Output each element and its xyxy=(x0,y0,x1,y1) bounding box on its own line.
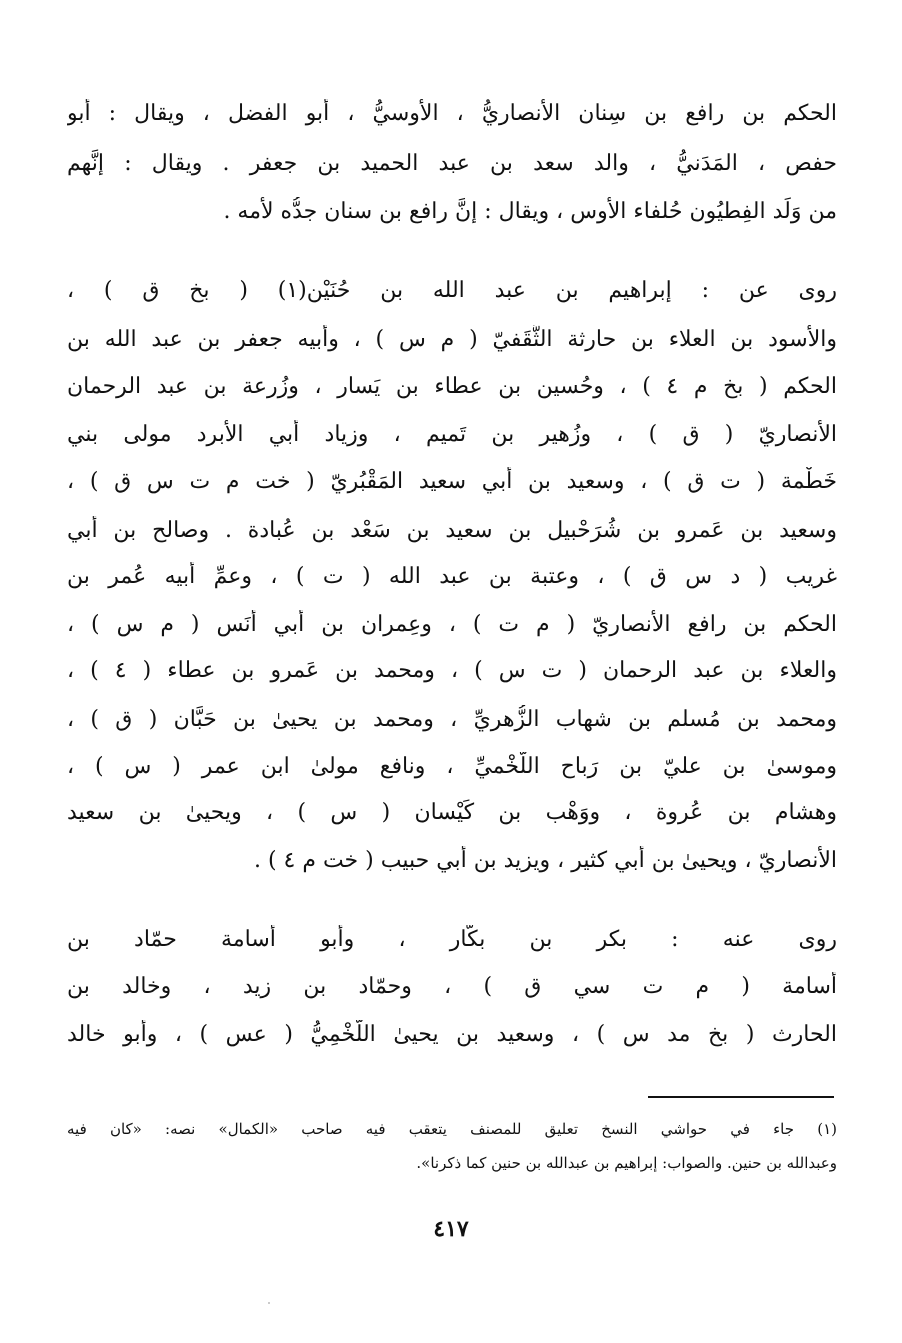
paragraph-2-line-9: والعلاء بن عبد الرحمان ( ت س ) ، ومحمد بن عَمرو بن عطاء ( ٤ ) ، xyxy=(67,658,837,683)
paragraph-2-line-4: الأنصاريّ ( ق ) ، وزُهير بن تَميم ، وزياد أبي الأبرد مولى بني xyxy=(67,422,837,447)
footnote-divider xyxy=(648,1096,834,1098)
paragraph-2-line-2: والأسود بن العلاء بن حارثة الثَّقَفيّ ( م س ) ، وأبيه جعفر بن عبد الله بن xyxy=(67,327,837,352)
paragraph-3-line-3: الحارث ( بخ مد س ) ، وسعيد بن يحيىٰ اللَّخْمِيُّ ( عس ) ، وأبو خالد xyxy=(67,1022,837,1047)
paragraph-1-line-3: من وَلَد الفِطيُون حُلفاء الأوس ، ويقال : إنَّ رافع بن سنان جدُّه لأمه . xyxy=(223,199,837,224)
paragraph-2-line-5: خَطْمة ( ت ق ) ، وسعيد بن أبي سعيد المَقْبُريّ ( خت م ت س ق ) ، xyxy=(67,469,837,494)
paragraph-2-line-11: وموسىٰ بن عليّ بن رَباح اللَّخْميِّ ، ونافع مولىٰ ابن عمر ( س ) ، xyxy=(67,754,837,779)
page-number: ٤١٧ xyxy=(433,1216,469,1242)
footnote-line-1: (١) جاء في حواشي النسخ تعليق للمصنف يتعقب فيه صاحب «الكمال» نصه: «كان فيه xyxy=(67,1120,837,1138)
paragraph-1-line-1: الحكم بن رافع بن سِنان الأنصاريُّ ، الأوسيُّ ، أبو الفضل ، ويقال : أبو xyxy=(67,101,837,126)
paragraph-2-line-10: ومحمد بن مُسلم بن شهاب الزُّهريِّ ، ومحمد بن يحيىٰ بن حَبَّان ( ق ) ، xyxy=(67,707,837,732)
paragraph-2-line-7: غريب ( د س ق ) ، وعتبة بن عبد الله ( ت ) ، وعمِّ أبيه عُمر بن xyxy=(67,564,837,589)
scan-speck xyxy=(268,1302,270,1304)
paragraph-2-line-12: وهشام بن عُروة ، ووَهْب بن كَيْسان ( س ) ، ويحيىٰ بن سعيد xyxy=(67,800,837,825)
paragraph-2-line-1: روى عن : إبراهيم بن عبد الله بن حُنَيْن(١) ( بخ ق ) ، xyxy=(67,278,837,303)
footnote-line-2: وعبدالله بن حنين. والصواب: إبراهيم بن عبدالله بن حنين كما ذكرنا». xyxy=(416,1154,837,1172)
paragraph-3-line-1: روى عنه : بكر بن بكّار ، وأبو أسامة حمّاد بن xyxy=(67,927,837,952)
paragraph-3-line-2: أسامة ( م ت سي ق ) ، وحمّاد بن زيد ، وخالد بن xyxy=(67,974,837,999)
paragraph-2-line-8: الحكم بن رافع الأنصاريّ ( م ت ) ، وعِمران بن أبي أَنَس ( م س ) ، xyxy=(67,612,837,637)
paragraph-1-line-2: حفص ، المَدَنيُّ ، والد سعد بن عبد الحميد بن جعفر . ويقال : إنَّهم xyxy=(67,151,837,176)
paragraph-2-line-3: الحكم ( بخ م ٤ ) ، وحُسين بن عطاء بن يَسار ، وزُرعة بن عبد الرحمان xyxy=(67,374,837,399)
paragraph-2-line-6: وسعيد بن عَمرو بن شُرَحْبيل بن سعيد بن سَعْد بن عُبادة . وصالح بن أبي xyxy=(67,518,837,543)
paragraph-2-line-13: الأنصاريّ ، ويحيىٰ بن أبي كثير ، ويزيد بن أبي حبيب ( خت م ٤ ) . xyxy=(253,848,837,873)
